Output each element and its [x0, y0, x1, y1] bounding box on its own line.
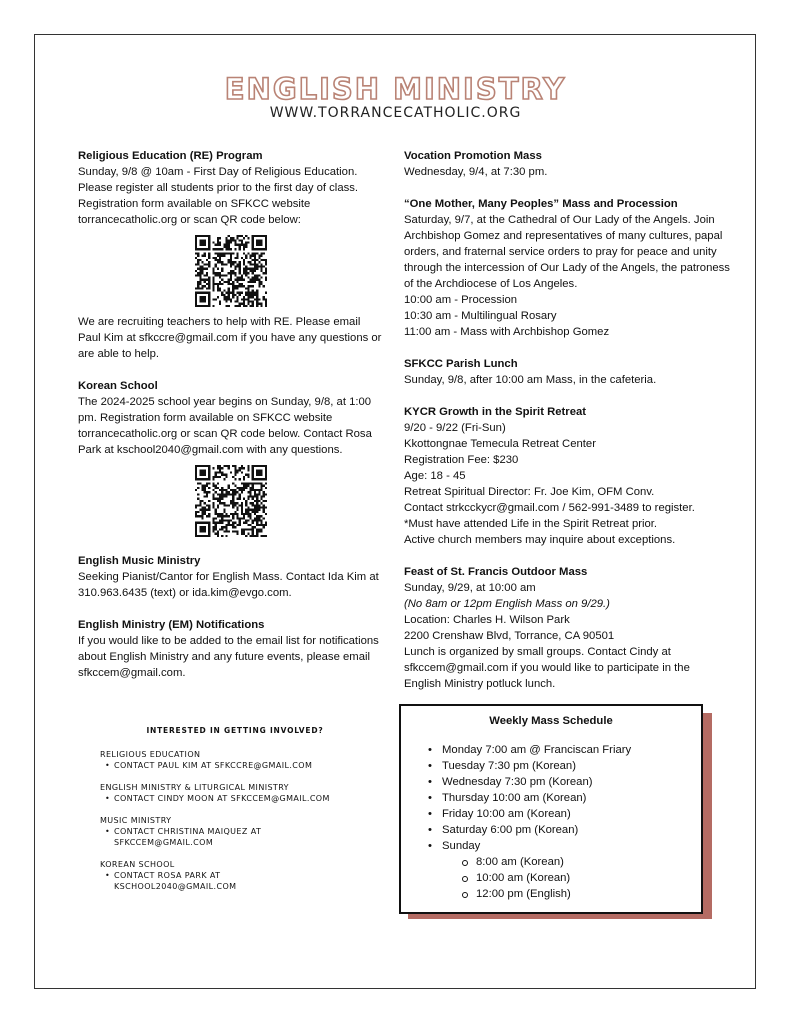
- involved-contact-text: CONTACT PAUL KIM AT SFKCCRE@GMAIL.COM: [114, 761, 313, 770]
- involved-contact: • CONTACT PAUL KIM AT SFKCCRE@GMAIL.COM: [105, 761, 313, 770]
- one-mother-title: “One Mother, Many Peoples” Mass and Procession: [404, 198, 678, 210]
- kycr-line: Contact strkcckycr@gmail.com / 562-991-3489 to register.: [404, 502, 695, 514]
- vocation-section: [404, 148, 730, 180]
- involved-contact-text: CONTACT CHRISTINA MAIQUEZ AT SFKCCEM@GMAIL.COM: [114, 827, 262, 847]
- involved-contact-text: CONTACT CINDY MOON AT SFKCCEM@GMAIL.COM: [114, 794, 330, 803]
- feast-date: Sunday, 9/29, at 10:00 am: [404, 582, 536, 594]
- vocation-title: Vocation Promotion Mass: [404, 150, 542, 162]
- involved-group: [100, 815, 390, 848]
- involved-group-head: ENGLISH MINISTRY & LITURGICAL MINISTRY: [100, 783, 289, 792]
- website-url[interactable]: WWW.TORRANCECATHOLIC.ORG: [269, 105, 522, 121]
- kycr-line: Retreat Spiritual Director: Fr. Joe Kim, OFM Conv.: [404, 486, 655, 498]
- mass-schedule-list: [401, 742, 701, 902]
- parish-lunch-section: [404, 356, 730, 388]
- notifications-body: If you would like to be added to the email list for notifications about English Ministry and any future events, please email sfkccem@gmail.com.: [78, 635, 379, 679]
- involved-title: INTERESTED IN GETTING INVOLVED?: [146, 726, 324, 735]
- one-mother-section: [404, 196, 730, 340]
- mass-item: • Tuesday 7:30 pm (Korean): [428, 758, 701, 774]
- feast-location: Location: Charles H. Wilson Park: [404, 614, 570, 626]
- mass-item: • Saturday 6:00 pm (Korean): [428, 822, 701, 838]
- music-ministry-title: English Music Ministry: [78, 555, 201, 567]
- kycr-line: *Must have attended Life in the Spirit Retreat prior.: [404, 518, 658, 530]
- one-mother-body: Saturday, 9/7, at the Cathedral of Our Lady of the Angels. Join Archbishop Gomez and representatives of many cultures, papal orders, and fraternal service orders to pray for peace and unity through the intercession of Our Lady of the Angels, the patroness of the Archdiocese of Los Angeles.: [404, 214, 730, 290]
- music-ministry-body: Seeking Pianist/Cantor for English Mass. Contact Ida Kim at 310.963.6435 (text) or ida.kim@evgo.com.: [78, 571, 379, 599]
- mass-schedule-box: [399, 704, 703, 914]
- kycr-title: KYCR Growth in the Spirit Retreat: [404, 406, 587, 418]
- mass-item: • Thursday 10:00 am (Korean): [428, 790, 701, 806]
- kycr-section: [404, 404, 730, 548]
- mass-schedule-title: Weekly Mass Schedule: [489, 715, 613, 727]
- right-column: [404, 148, 730, 708]
- mass-item-sunday: [428, 838, 701, 902]
- involved-group-head: MUSIC MINISTRY: [100, 816, 172, 825]
- sunday-mass-item: 8:00 am (Korean): [462, 854, 701, 870]
- schedule-line: 10:30 am - Multilingual Rosary: [404, 310, 557, 322]
- kycr-line: Registration Fee: $230: [404, 454, 519, 466]
- mass-item: • Wednesday 7:30 pm (Korean): [428, 774, 701, 790]
- korean-school-title: Korean School: [78, 380, 158, 392]
- involved-group: [100, 782, 390, 804]
- parish-lunch-body: Sunday, 9/8, after 10:00 am Mass, in the cafeteria.: [404, 374, 657, 386]
- schedule-line: 10:00 am - Procession: [404, 294, 518, 306]
- feast-title: Feast of St. Francis Outdoor Mass: [404, 566, 588, 578]
- korean-school-section: [78, 378, 383, 537]
- mass-item: • Friday 10:00 am (Korean): [428, 806, 701, 822]
- involved-contact-text: CONTACT ROSA PARK AT KSCHOOL2040@GMAIL.COM: [114, 871, 237, 891]
- page-title: ENGLISH MINISTRY: [224, 72, 567, 106]
- schedule-line: 11:00 am - Mass with Archbishop Gomez: [404, 326, 610, 338]
- re-body: Sunday, 9/8 @ 10am - First Day of Religious Education. Please register all students prior to the first day of class. Registration form available on SFKCC website torrancecatholic.org or scan QR code below:: [78, 166, 359, 226]
- mass-item-sunday-label: Sunday: [442, 840, 481, 852]
- kycr-line: Kkottongnae Temecula Retreat Center: [404, 438, 596, 450]
- kycr-line: Age: 18 - 45: [404, 470, 466, 482]
- involved-group: [100, 749, 390, 771]
- qr-code-icon: [195, 465, 267, 537]
- notifications-section: [78, 617, 383, 681]
- feast-note: (No 8am or 12pm English Mass on 9/29.): [404, 598, 610, 610]
- vocation-body: Wednesday, 9/4, at 7:30 pm.: [404, 166, 548, 178]
- involved-group-head: RELIGIOUS EDUCATION: [100, 750, 201, 759]
- feast-section: [404, 564, 730, 692]
- kycr-line: Active church members may inquire about exceptions.: [404, 534, 676, 546]
- feast-address: 2200 Crenshaw Blvd, Torrance, CA 90501: [404, 630, 615, 642]
- involved-contact: • CONTACT CINDY MOON AT SFKCCEM@GMAIL.COM: [105, 794, 330, 803]
- sunday-mass-item: 10:00 am (Korean): [462, 870, 701, 886]
- involved-group-head: KOREAN SCHOOL: [100, 860, 175, 869]
- involved-group: [100, 859, 390, 892]
- re-section: [78, 148, 383, 362]
- sunday-mass-item: 12:00 pm (English): [462, 886, 701, 902]
- sunday-sub-list: [442, 854, 701, 902]
- notifications-title: English Ministry (EM) Notifications: [78, 619, 265, 631]
- korean-school-body: The 2024-2025 school year begins on Sunday, 9/8, at 1:00 pm. Registration form available on SFKCC website torrancecatholic.org or scan QR code below. Contact Rosa Park at kschool2040@gmail.com with any questions.: [78, 396, 372, 456]
- re-recruit-text: We are recruiting teachers to help with RE. Please email Paul Kim at sfkccre@gmail.com if you have any questions or are able to help.: [78, 316, 382, 360]
- involved-contact: • CONTACT CHRISTINA MAIQUEZ AT SFKCCEM@GMAIL.COM: [105, 827, 262, 847]
- left-column: [78, 148, 383, 697]
- kycr-line: 9/20 - 9/22 (Fri-Sun): [404, 422, 506, 434]
- involved-contact: • CONTACT ROSA PARK AT KSCHOOL2040@GMAIL.COM: [105, 871, 237, 891]
- qr-code-icon: [195, 235, 267, 307]
- mass-item: • Monday 7:00 am @ Franciscan Friary: [428, 742, 701, 758]
- feast-body: Lunch is organized by small groups. Contact Cindy at sfkccem@gmail.com if you would like to participate in the English Ministry potluck lunch.: [404, 646, 690, 690]
- involved-section: [100, 726, 390, 903]
- parish-lunch-title: SFKCC Parish Lunch: [404, 358, 518, 370]
- music-ministry-section: [78, 553, 383, 601]
- re-title: Religious Education (RE) Program: [78, 150, 263, 162]
